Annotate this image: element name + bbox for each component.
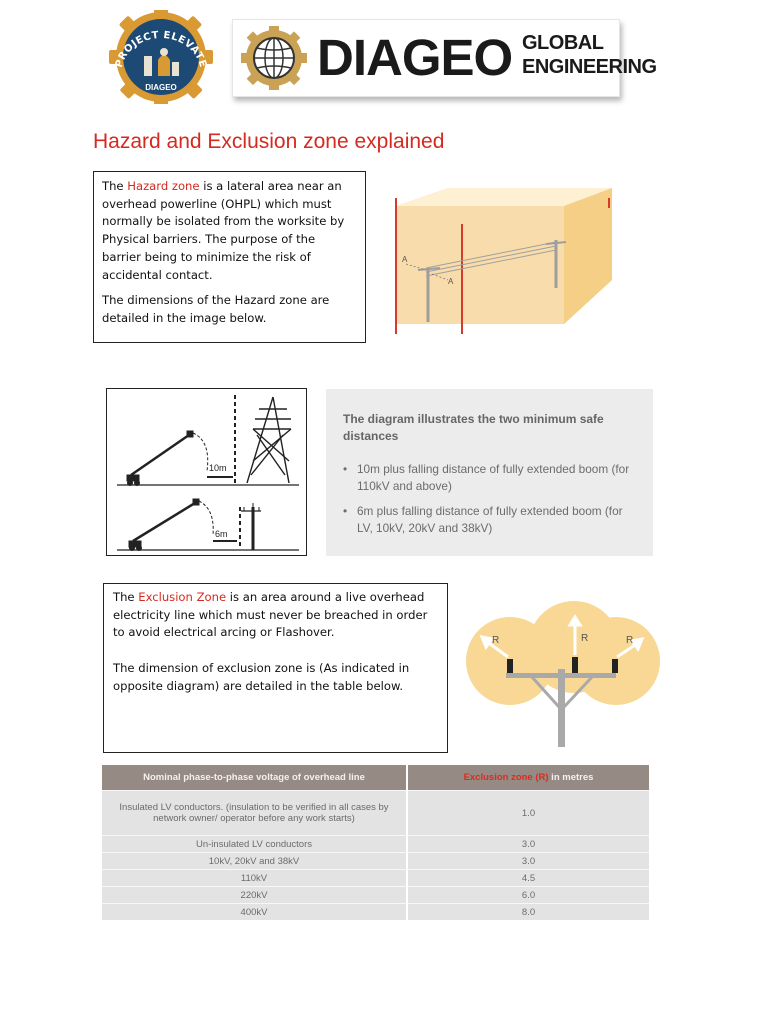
hazard-zone-textbox [93, 171, 366, 343]
exclusion-zone-diagram [462, 597, 662, 747]
transmission-tower-icon [247, 397, 291, 483]
global-engineering-text [522, 31, 657, 79]
utility-pole-icon [241, 503, 261, 550]
safe-distances-list [343, 461, 636, 537]
distance-cell: 3.0 [407, 853, 649, 870]
voltage-cell: 110kV [102, 870, 407, 887]
crane-truck-icon [127, 431, 193, 486]
exclusion-zone-dimensions-note: The dimension of exclusion zone is (As indicated in opposite diagram) are detailed in the table below. [113, 661, 410, 693]
project-elevate-logo [92, 10, 230, 104]
logo-ring-text: PROJECT ELEVATE [113, 29, 209, 69]
voltage-cell: 400kV [102, 904, 407, 921]
hazard-zone-dimensions-note: The dimensions of the Hazard zone are detailed in the image below. [102, 293, 330, 325]
bullet-icon: • [343, 504, 348, 518]
global-text: GLOBAL [522, 32, 604, 54]
hazard-zone-diagram [380, 188, 612, 338]
distance-cell: 3.0 [407, 836, 649, 853]
voltage-cell: 220kV [102, 887, 407, 904]
safe-distances-heading: The diagram illustrates the two minimum safe distances [343, 412, 604, 443]
hazard-dimension-label-a1: A [402, 255, 408, 264]
page-title: Hazard and Exclusion zone explained [93, 130, 445, 153]
distance-cell: 4.5 [407, 870, 649, 887]
gear-globe-icon [237, 26, 311, 90]
hazard-zone-description: The Hazard zone is a lateral area near an overhead powerline (OHPL) which must normally be isolated from the worksite by Physical barriers. The purpose of the barrier being to minimize the risk of accidental contact. [102, 179, 345, 282]
safe-distance-item: • 10m plus falling distance of fully extended boom (for 110kV and above) [343, 462, 630, 493]
distance-label-6m: 6m [215, 529, 228, 539]
exclusion-zone-term: Exclusion Zone [138, 590, 227, 604]
crane-truck-icon-small [129, 499, 199, 551]
exclusion-zone-description: The Exclusion Zone is an area around a live overhead electricity line which must never be breached in order to avoid electrical arcing or Flashover. [113, 590, 428, 640]
table-row [102, 853, 649, 870]
table-row [102, 836, 649, 853]
exclusion-zone-table [102, 765, 649, 920]
table-row [102, 904, 649, 921]
table-row [102, 887, 649, 904]
hazard-dimension-label-a2: A [448, 277, 454, 286]
minimum-distance-diagram [106, 388, 307, 556]
voltage-cell: Insulated LV conductors. (insulation to be verified in all cases by network owner/ operator before any work starts) [102, 791, 407, 836]
voltage-cell: 10kV, 20kV and 38kV [102, 853, 407, 870]
diageo-wordmark: DIAGEO [317, 29, 513, 86]
column-header-voltage: Nominal phase-to-phase voltage of overhead line [102, 765, 407, 791]
diageo-global-engineering-logo [232, 19, 657, 97]
table-row [102, 791, 649, 836]
bullet-icon: • [343, 462, 348, 476]
distance-cell: 6.0 [407, 887, 649, 904]
engineering-text: ENGINEERING [522, 56, 657, 78]
table-row [102, 870, 649, 887]
column-header-exclusion-zone: Exclusion zone (R) in metres [407, 765, 649, 791]
exclusion-zone-textbox [103, 583, 448, 753]
distance-label-10m: 10m [209, 463, 227, 473]
safe-distances-panel [326, 389, 653, 556]
exclusion-radius-label-right: R [626, 635, 634, 646]
voltage-cell: Un-insulated LV conductors [102, 836, 407, 853]
hazard-zone-term: Hazard zone [127, 179, 200, 193]
logo-brand-text: DIAGEO [145, 83, 177, 92]
safe-distance-item: • 6m plus falling distance of fully extended boom (for LV, 10kV, 20kV and 38kV) [343, 504, 623, 535]
table-header-row [102, 765, 649, 791]
distance-cell: 1.0 [407, 791, 649, 836]
exclusion-radius-label-center: R [581, 633, 589, 644]
exclusion-radius-label-left: R [492, 635, 500, 646]
distance-cell: 8.0 [407, 904, 649, 921]
